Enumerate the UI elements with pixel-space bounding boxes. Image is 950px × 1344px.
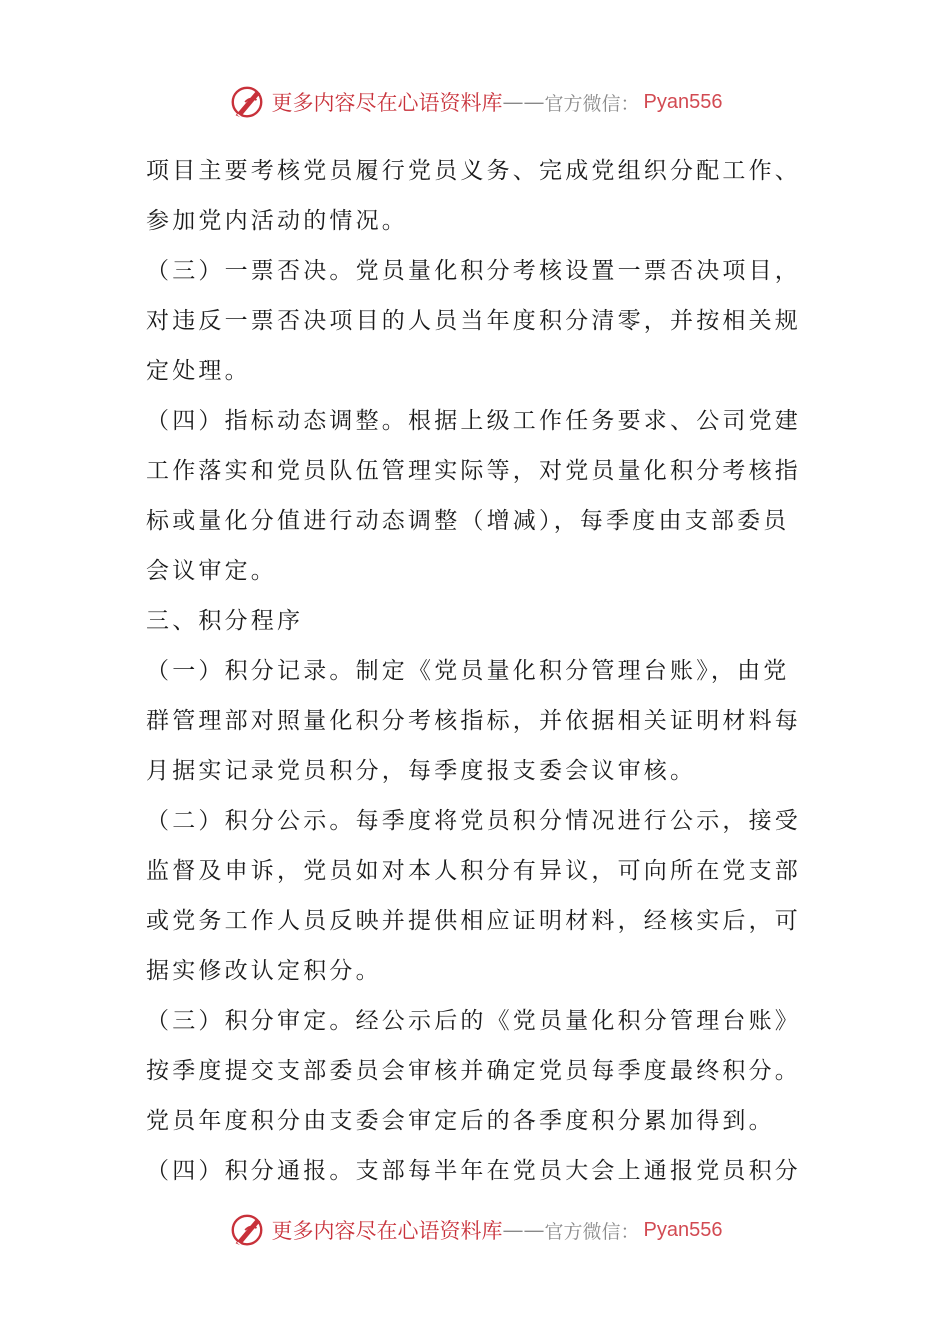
banner-wechat-label: 官方微信： [544,1220,640,1243]
pen-logo-icon [228,83,266,121]
banner-title: 更多内容尽在心语资料库 [271,91,503,115]
document-body [146,146,806,1196]
text-line: 或党务工作人员反映并提供相应证明材料，经核实后，可 [146,908,801,934]
text-line: 工作落实和党员队伍管理实际等，对党员量化积分考核指 [146,458,801,484]
text-line: （三）一票否决。党员量化积分考核设置一票否决项目， [146,258,801,284]
text-line: 监督及申诉，党员如对本人积分有异议，可向所在党支部 [146,858,801,884]
text-line: 对违反一票否决项目的人员当年度积分清零，并按相关规 [146,308,801,334]
text-line: （二）积分公示。每季度将党员积分情况进行公示，接受 [146,808,801,834]
text-line: （四）指标动态调整。根据上级工作任务要求、公司党建 [146,408,801,434]
text-line: 定处理。 [146,358,251,384]
text-line: 群管理部对照量化积分考核指标，并依据相关证明材料每 [146,708,801,734]
text-line: 参加党内活动的情况。 [146,208,408,234]
footer-watermark-banner [0,1208,950,1252]
banner-dash: —— [502,1218,545,1242]
banner-wechat-label: 官方微信： [544,92,640,115]
text-line: （四）积分通报。支部每半年在党员大会上通报党员积分 [146,1158,801,1184]
text-line: 标或量化分值进行动态调整（增减），每季度由支部委员 [146,508,790,534]
section-heading: 三、积分程序 [146,608,304,634]
banner-title: 更多内容尽在心语资料库 [271,1219,503,1243]
header-watermark-banner [0,80,950,124]
text-line: 会议审定。 [146,558,277,584]
text-line: 党员年度积分由支委会审定后的各季度积分累加得到。 [146,1108,775,1134]
text-line: （三）积分审定。经公示后的《党员量化积分管理台账》 [146,1008,801,1034]
banner-wechat-id: Pyan556 [643,90,723,113]
banner-wechat-id: Pyan556 [643,1218,723,1241]
banner-dash: —— [502,90,545,114]
pen-logo-icon [228,1211,266,1249]
text-line: 项目主要考核党员履行党员义务、完成党组织分配工作、 [146,158,801,184]
text-line: （一）积分记录。制定《党员量化积分管理台账》，由党 [146,658,790,684]
text-line: 据实修改认定积分。 [146,958,382,984]
text-line: 按季度提交支部委员会审核并确定党员每季度最终积分。 [146,1058,801,1084]
text-line: 月据实记录党员积分，每季度报支委会议审核。 [146,758,697,784]
